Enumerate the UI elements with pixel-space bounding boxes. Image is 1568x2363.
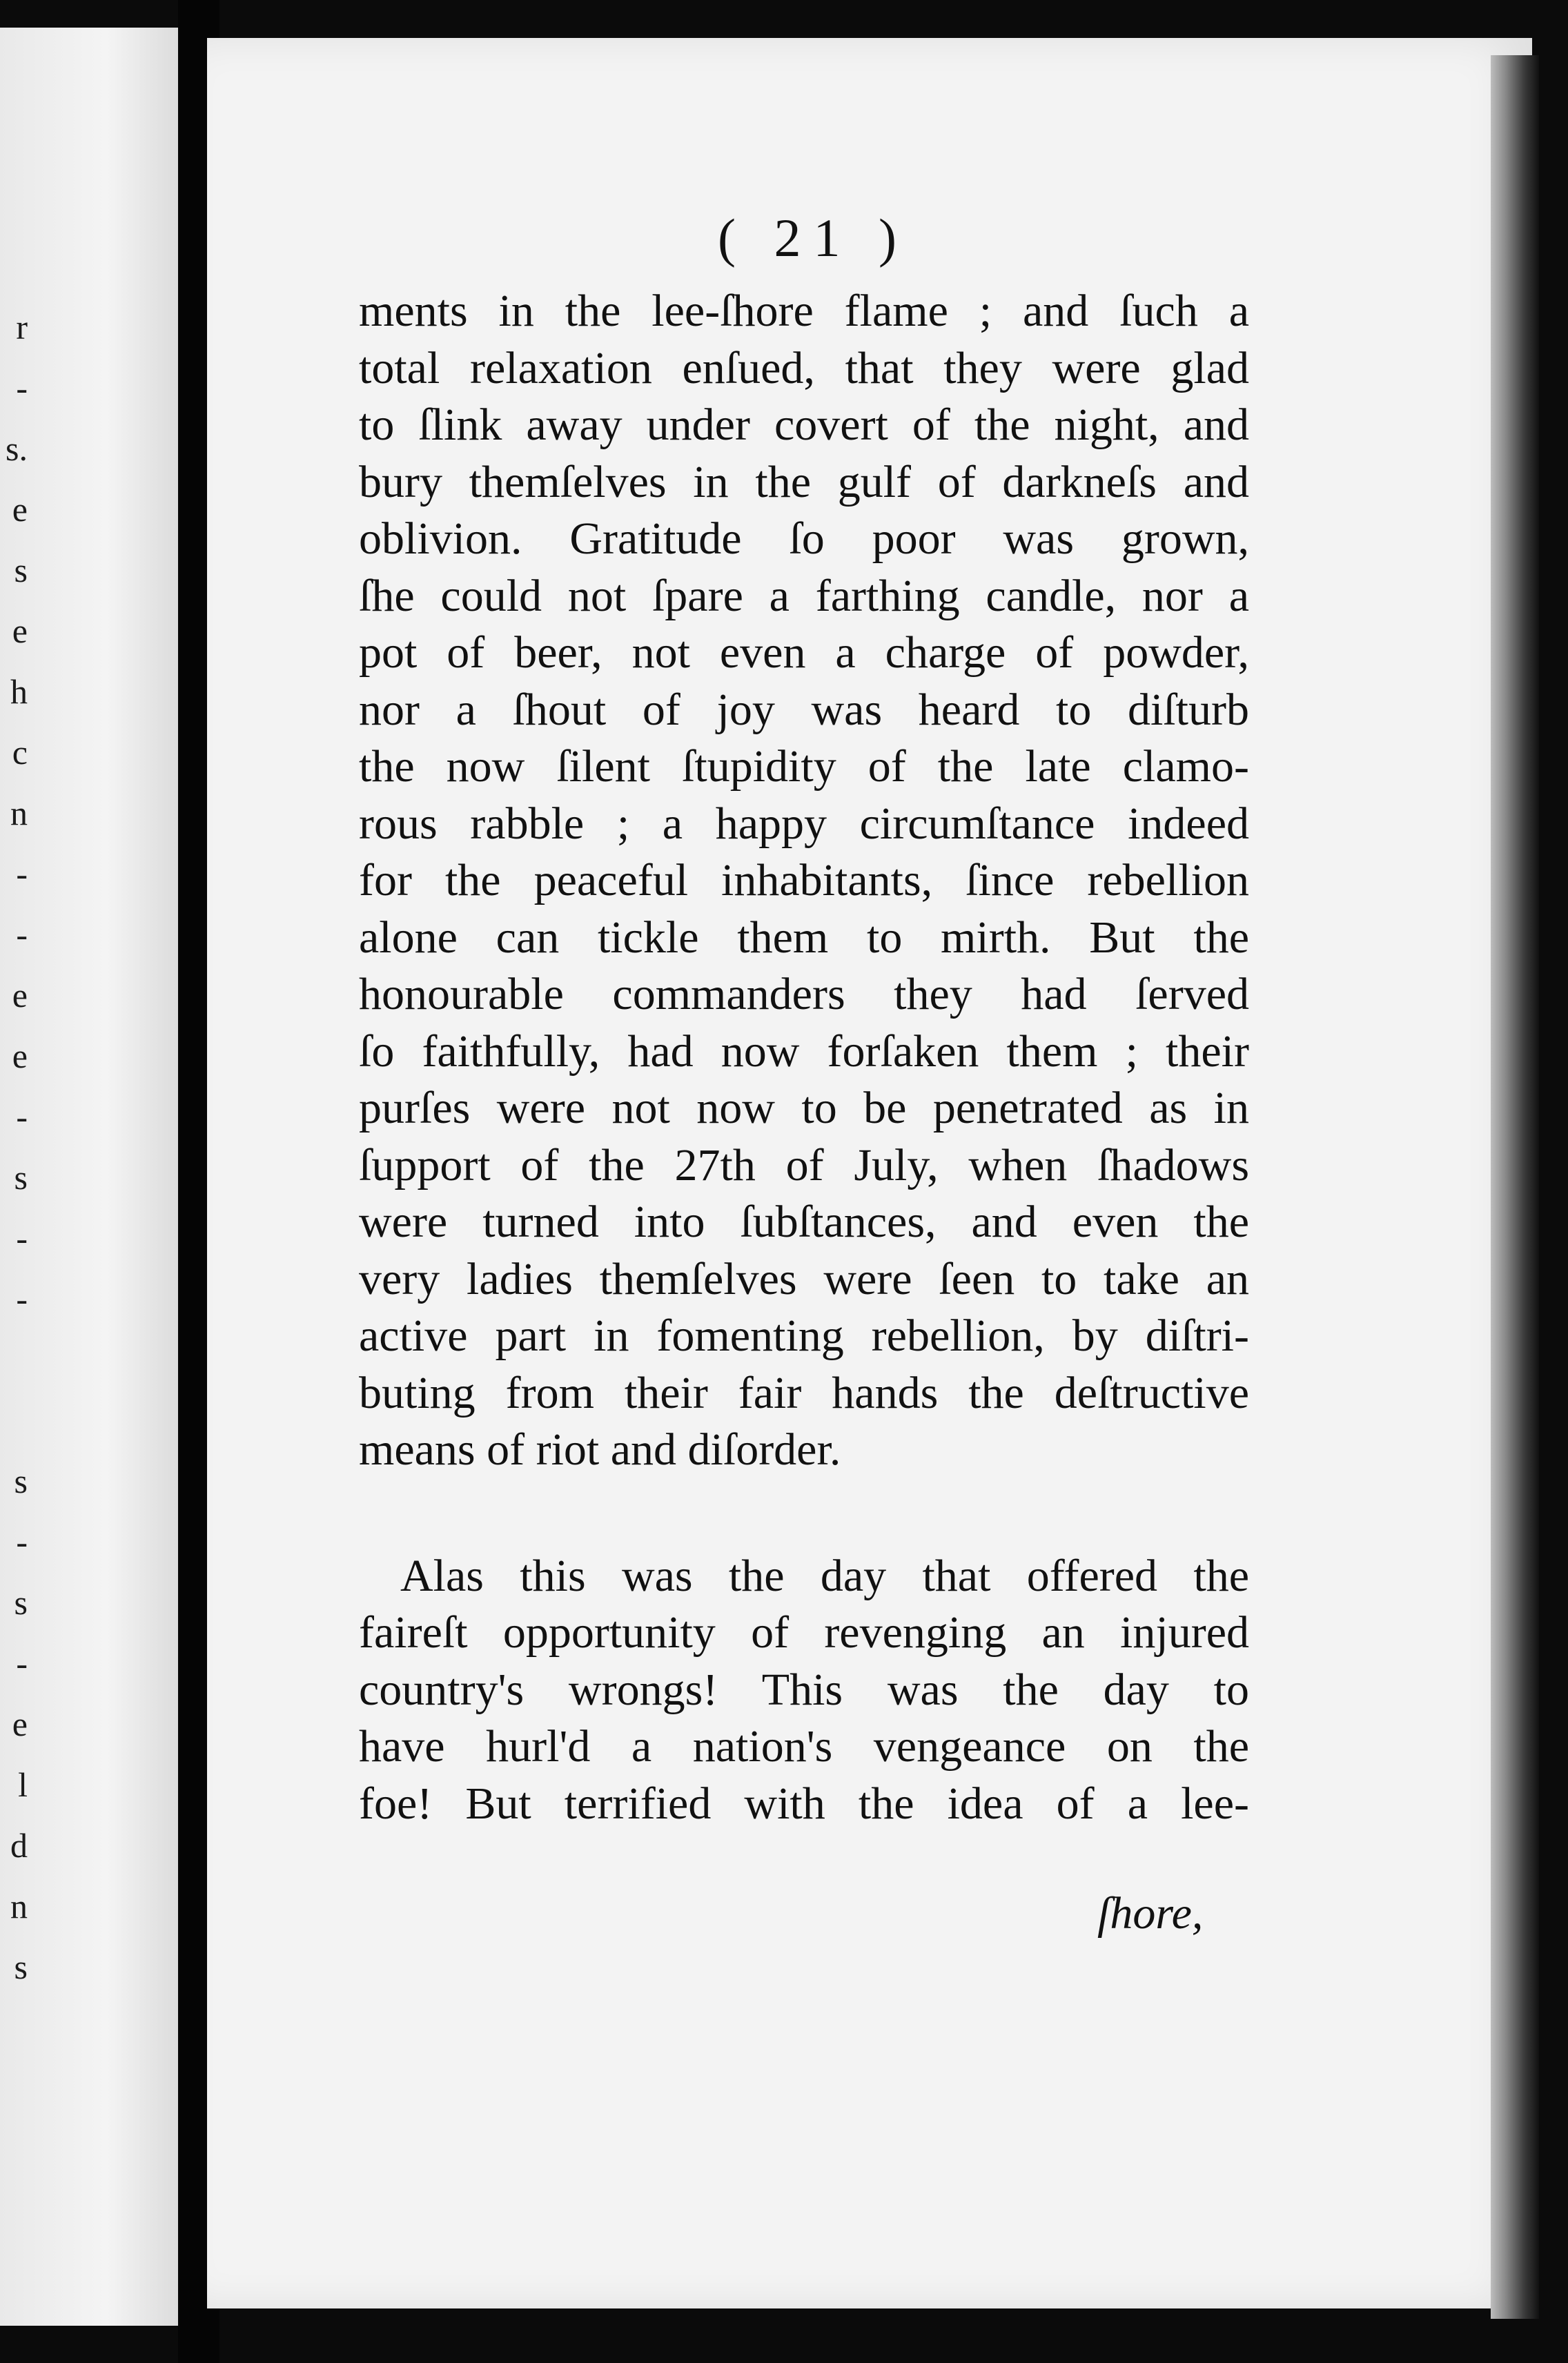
text-line: foe! But terrified with the idea of a lee- — [359, 1778, 1249, 1829]
text-line: country's wrongs! This was the day to — [359, 1664, 1249, 1715]
text-line: ſupport of the 27th of July, when ſhadows — [359, 1139, 1249, 1190]
facing-page-edge-glyph: e — [12, 976, 28, 1014]
facing-page-edge-glyph: e — [12, 1705, 28, 1743]
text-line: have hurl'd a nation's vengeance on the — [359, 1721, 1249, 1772]
facing-page-edge-glyph: s — [14, 1158, 28, 1197]
facing-page-edge-glyph: - — [16, 369, 28, 407]
facing-page-edge-glyph: - — [16, 915, 28, 954]
text-line: very ladies themſelves were ſeen to take an — [359, 1253, 1249, 1304]
facing-page-edge-glyph: c — [12, 733, 28, 772]
text-line: alone can tickle them to mirth. But the — [359, 912, 1249, 963]
facing-page-edge-glyph: r — [16, 308, 28, 346]
facing-page-edge-glyph: e — [12, 611, 28, 650]
facing-page-edge-glyph — [0, 1390, 28, 1451]
text-line: means of riot and diſorder. — [359, 1424, 841, 1475]
text-line: purſes were not now to be penetrated as in — [359, 1083, 1249, 1133]
text-line: were turned into ſubſtances, and even the — [359, 1197, 1249, 1247]
text-line: honourable commanders they had ſerved — [359, 969, 1249, 1019]
text-line: buting from their fair hands the deſtructive — [359, 1367, 1249, 1418]
text-line: the now ſilent ſtupidity of the late clamo- — [359, 741, 1249, 792]
text-line: bury themſelves in the gulf of darkneſs and — [359, 456, 1249, 507]
facing-page-edge-glyph: s — [14, 1462, 28, 1500]
facing-page-edge-glyph: n — [10, 794, 28, 832]
page-body-text — [359, 283, 1249, 1832]
facing-page-edge-glyph: h — [10, 672, 28, 711]
facing-page-edge-glyph: s. — [6, 429, 28, 468]
paragraph-1 — [359, 283, 1249, 1479]
text-line: pot of beer, not even a charge of powder, — [359, 627, 1249, 678]
page-fore-edge — [1491, 55, 1539, 2319]
text-line: to ſlink away under covert of the night, and — [359, 400, 1249, 450]
facing-page-edge-glyph — [0, 1329, 28, 1390]
text-line: total relaxation enſued, that they were glad — [359, 342, 1249, 393]
facing-page-edge-glyph: s — [14, 1583, 28, 1622]
text-line: nor a ſhout of joy was heard to diſturb — [359, 684, 1249, 735]
text-line: faireſt opportunity of revenging an injured — [359, 1607, 1249, 1658]
facing-page-edge-glyph: - — [16, 1644, 28, 1683]
text-line: active part in fomenting rebellion, by diſtri- — [359, 1311, 1249, 1361]
facing-page-edge-text — [0, 297, 28, 1997]
page-number: ( 21 ) — [718, 208, 909, 268]
text-line: ſhe could not ſpare a farthing candle, nor a — [359, 570, 1249, 621]
text-line: for the peaceful inhabitants, ſince rebellion — [359, 855, 1249, 905]
paragraph-2 — [359, 1548, 1249, 1833]
text-line: oblivion. Gratitude ſo poor was grown, — [359, 513, 1249, 564]
facing-page-edge-glyph: - — [16, 854, 28, 893]
facing-page-edge-glyph: - — [16, 1097, 28, 1136]
facing-page-edge-glyph: - — [16, 1522, 28, 1561]
text-line: Alas this was the day that offered the — [400, 1550, 1249, 1601]
text-line: ſo faithfully, had now forſaken them ; their — [359, 1026, 1249, 1077]
facing-page-edge-glyph: s — [14, 1948, 28, 1986]
facing-page-edge-glyph: d — [10, 1826, 28, 1865]
facing-page-left — [0, 28, 178, 2326]
facing-page-edge-glyph: e — [12, 1037, 28, 1075]
text-line: ments in the lee-ſhore flame ; and ſuch a — [359, 286, 1249, 336]
facing-page-edge-glyph: e — [12, 490, 28, 529]
facing-page-edge-glyph: n — [10, 1887, 28, 1925]
catchword: ſhore, — [1097, 1888, 1204, 1939]
facing-page-edge-glyph: - — [16, 1279, 28, 1318]
facing-page-edge-glyph: s — [14, 551, 28, 589]
text-line: rous rabble ; a happy circumſtance indeed — [359, 798, 1249, 849]
facing-page-edge-glyph: l — [18, 1765, 28, 1804]
facing-page-edge-glyph: - — [16, 1219, 28, 1257]
